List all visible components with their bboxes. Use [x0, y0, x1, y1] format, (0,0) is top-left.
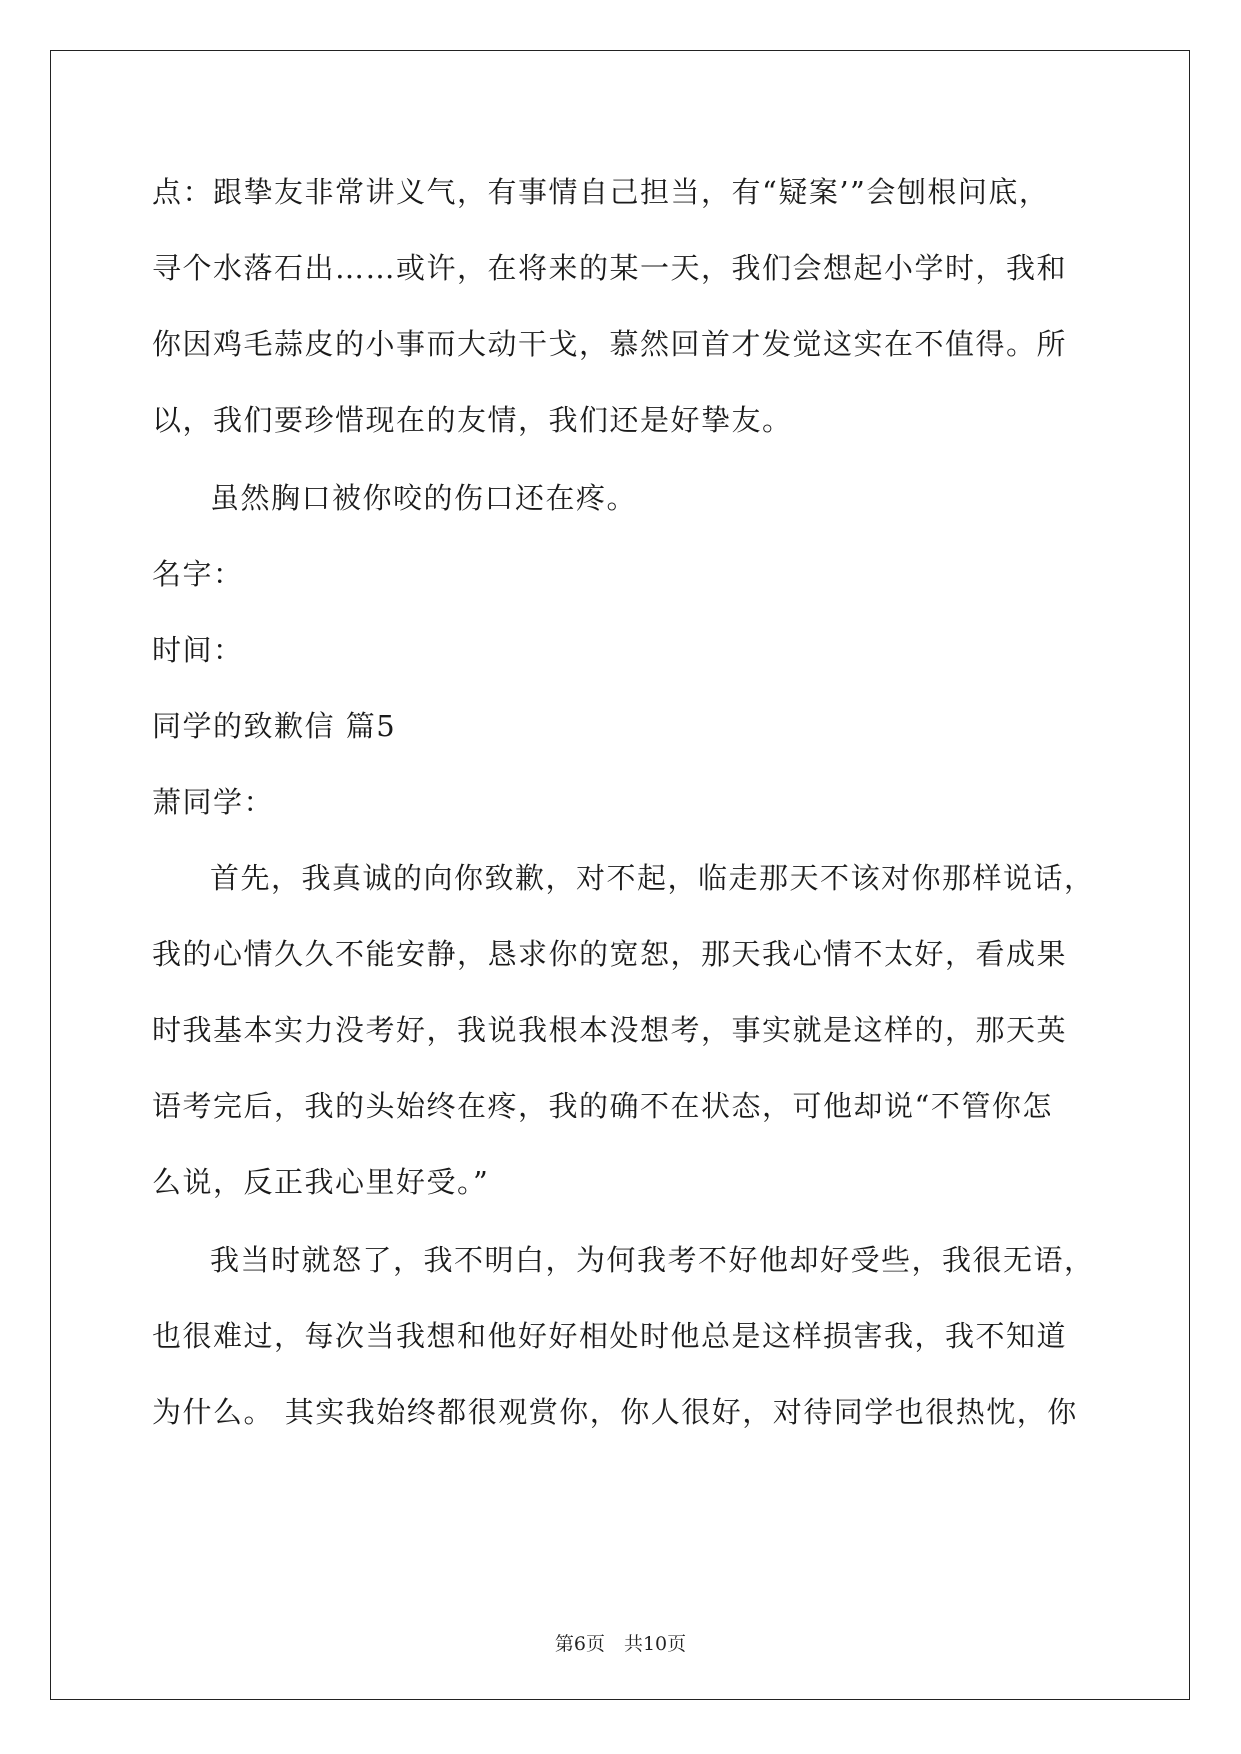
time-label: 时间：	[152, 633, 244, 667]
paragraph-line: 也很难过，每次当我想和他好好相处时他总是这样损害我，我不知道	[152, 1319, 1068, 1353]
paragraph-line: 点：跟挚友非常讲义气，有事情自己担当，有“疑案’”会刨根问底，	[152, 175, 1050, 209]
paragraph-line: 你因鸡毛蒜皮的小事而大动干戈，慕然回首才发觉这实在不值得。所	[152, 327, 1068, 361]
paragraph-line: 我当时就怒了，我不明白，为何我考不好他却好受些，我很无语，	[210, 1243, 1095, 1277]
page-number-footer: 第6页 共10页	[554, 1633, 687, 1655]
paragraph-line: 时我基本实力没考好，我说我根本没想考，事实就是这样的，那天英	[152, 1013, 1068, 1047]
paragraph-line: 首先，我真诚的向你致歉，对不起，临走那天不该对你那样说话，	[210, 861, 1095, 895]
paragraph-line: 为什么。 其实我始终都很观赏你，你人很好，对待同学也很热忱，你	[152, 1395, 1078, 1429]
paragraph-line: 么说，反正我心里好受。”	[152, 1165, 490, 1199]
paragraph-line: 语考完后，我的头始终在疼，我的确不在状态，可他却说“不管你怎	[152, 1089, 1053, 1123]
paragraph-line: 寻个水落石出……或许，在将来的某一天，我们会想起小学时，我和	[152, 251, 1068, 285]
name-label: 名字：	[152, 557, 244, 591]
paragraph-line: 以，我们要珍惜现在的友情，我们还是好挚友。	[152, 403, 793, 437]
paragraph-line: 我的心情久久不能安静，恳求你的宽恕，那天我心情不太好，看成果	[152, 937, 1068, 971]
salutation: 萧同学：	[152, 785, 275, 819]
paragraph-line: 虽然胸口被你咬的伤口还在疼。	[210, 481, 638, 515]
section-heading: 同学的致歉信 篇5	[152, 709, 397, 743]
